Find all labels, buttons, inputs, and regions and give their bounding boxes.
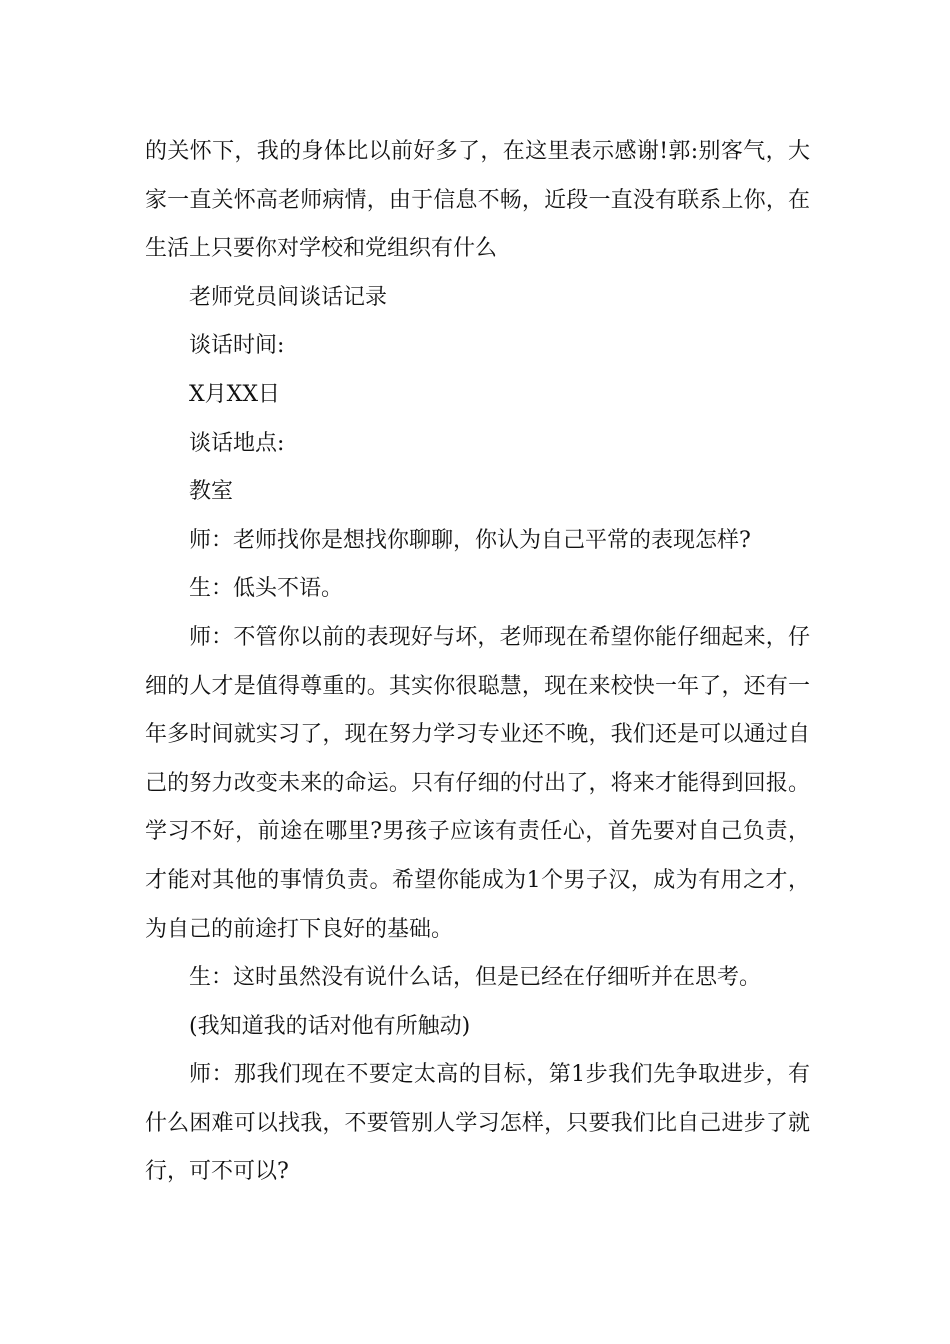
section-heading: 老师党员间谈话记录	[189, 284, 388, 310]
document-body	[145, 128, 810, 1197]
dialogue-student-2: 生：这时虽然没有说什么话，但是已经在仔细听并在思考。	[189, 965, 762, 991]
talk-location-value: 教室	[189, 479, 234, 505]
talk-location-label: 谈话地点:	[189, 430, 285, 456]
dialogue-student-1: 生：低头不语。	[189, 576, 344, 602]
talk-time-label: 谈话时间:	[189, 333, 285, 359]
talk-time-value: X月XX日	[189, 381, 280, 407]
paragraph-continuation: 的关怀下，我的身体比以前好多了，在这里表示感谢!郭:别客气，大家一直关怀高老师病情，由于信息不畅，近段一直没有联系上你，在生活上只要你对学校和党组织有什么	[145, 139, 810, 262]
dialogue-teacher-2: 师：不管你以前的表现好与坏，老师现在希望你能仔细起来，仔细的人才是值得尊重的。其实你很聪慧，现在来校快一年了，还有一年多时间就实习了，现在努力学习专业还不晚，我们还是可以通过自己的努力改变未来的命运。只有仔细的付出了，将来才能得到回报。学习不好，前途在哪里?男孩子应该有责任心，首先要对自己负责，才能对其他的事情负责。希望你能成为1个男子汉，成为有用之才，为自己的前途打下良好的基础。	[145, 624, 810, 942]
narrator-note: (我知道我的话对他有所触动)	[189, 1013, 471, 1039]
dialogue-teacher-3: 师：那我们现在不要定太高的目标，第1步我们先争取进步，有什么困难可以找我，不要管别人学习怎样，只要我们比自己进步了就行，可不可以?	[145, 1062, 810, 1185]
dialogue-teacher-1: 师：老师找你是想找你聊聊，你认为自己平常的表现怎样?	[189, 527, 751, 553]
